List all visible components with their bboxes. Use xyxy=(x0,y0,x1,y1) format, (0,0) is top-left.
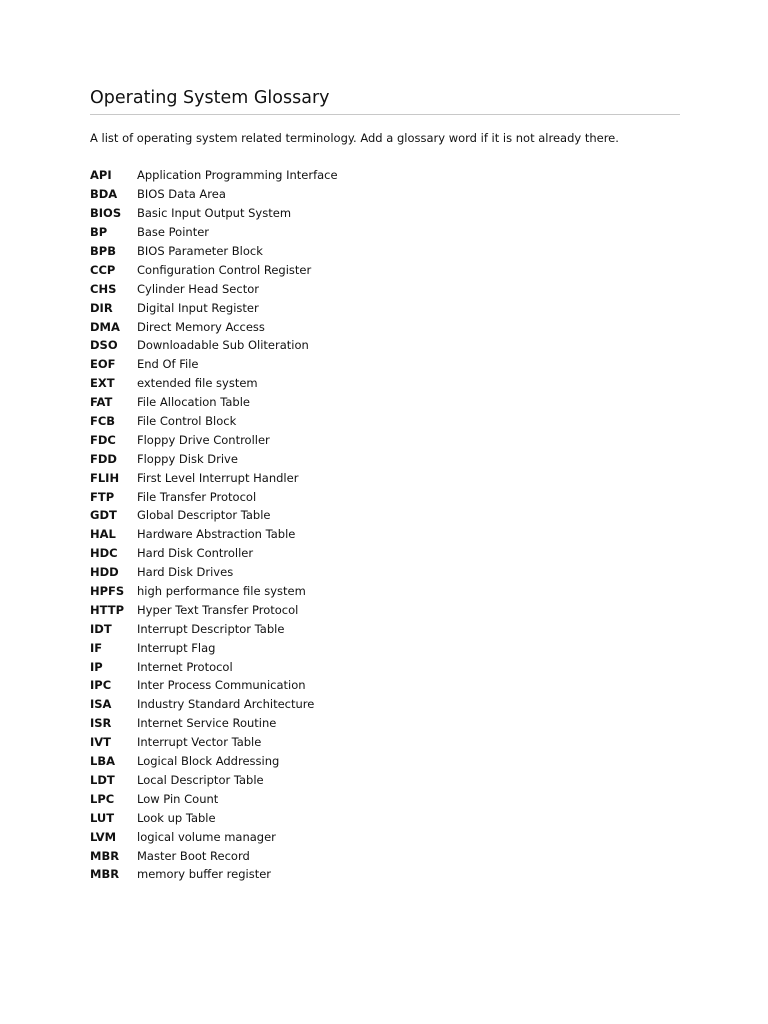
glossary-entry xyxy=(90,676,680,695)
glossary-entry xyxy=(90,638,680,657)
glossary-entry xyxy=(90,393,680,412)
glossary-list xyxy=(90,166,680,884)
glossary-term: FDD xyxy=(90,451,117,466)
glossary-definition: logical volume manager xyxy=(137,829,276,844)
glossary-definition: BIOS Data Area xyxy=(137,187,226,202)
glossary-definition: Interrupt Descriptor Table xyxy=(137,621,285,636)
glossary-definition: Application Programming Interface xyxy=(137,168,338,183)
glossary-term: HDC xyxy=(90,546,118,561)
glossary-term: IDT xyxy=(90,621,112,636)
glossary-term: ISA xyxy=(90,697,112,712)
intro-paragraph: A list of operating system related terminology. Add a glossary word if it is not already there. xyxy=(90,131,619,145)
glossary-term: LUT xyxy=(90,810,115,825)
glossary-term: LVM xyxy=(90,829,117,844)
glossary-definition: Hardware Abstraction Table xyxy=(137,527,296,542)
glossary-definition: Downloadable Sub Oliteration xyxy=(137,338,309,353)
glossary-entry xyxy=(90,544,680,563)
glossary-term: HDD xyxy=(90,565,119,580)
glossary-entry xyxy=(90,468,680,487)
glossary-entry xyxy=(90,279,680,298)
glossary-entry xyxy=(90,846,680,865)
glossary-entry xyxy=(90,204,680,223)
glossary-definition: Digital Input Register xyxy=(137,300,259,315)
glossary-definition: Inter Process Communication xyxy=(137,678,306,693)
glossary-term: LDT xyxy=(90,772,115,787)
glossary-definition: Hard Disk Controller xyxy=(137,546,254,561)
glossary-entry xyxy=(90,298,680,317)
glossary-definition: memory buffer register xyxy=(137,867,272,882)
glossary-term: DMA xyxy=(90,319,120,334)
glossary-term: HAL xyxy=(90,527,116,542)
glossary-term: FCB xyxy=(90,414,116,429)
glossary-term: FAT xyxy=(90,395,113,410)
glossary-term: BPB xyxy=(90,244,116,258)
glossary-definition: Hard Disk Drives xyxy=(137,565,234,580)
glossary-term: IP xyxy=(90,659,103,674)
glossary-entry xyxy=(90,223,680,242)
glossary-entry xyxy=(90,412,680,431)
glossary-term: LPC xyxy=(90,791,115,806)
glossary-entry xyxy=(90,789,680,808)
glossary-entry xyxy=(90,336,680,355)
glossary-entry xyxy=(90,166,680,185)
glossary-term: FTP xyxy=(90,489,115,504)
glossary-definition: Interrupt Flag xyxy=(137,640,216,655)
glossary-term: DIR xyxy=(90,300,113,315)
page-title: Operating System Glossary xyxy=(90,86,680,115)
glossary-entry xyxy=(90,619,680,638)
glossary-definition: extended file system xyxy=(137,376,258,391)
glossary-definition: Interrupt Vector Table xyxy=(137,735,262,750)
glossary-definition: File Control Block xyxy=(137,414,237,429)
glossary-entry xyxy=(90,582,680,601)
glossary-term: API xyxy=(90,168,112,183)
glossary-term: GDT xyxy=(90,508,117,523)
glossary-entry xyxy=(90,355,680,374)
glossary-definition: Low Pin Count xyxy=(137,791,219,806)
glossary-term: IVT xyxy=(90,735,112,750)
glossary-definition: Base Pointer xyxy=(137,225,210,240)
glossary-entry xyxy=(90,600,680,619)
glossary-entry xyxy=(90,657,680,676)
glossary-entry xyxy=(90,430,680,449)
glossary-term: HTTP xyxy=(90,602,125,617)
glossary-term: ISR xyxy=(90,716,112,731)
glossary-term: EXT xyxy=(90,376,115,391)
glossary-term: CHS xyxy=(90,281,117,296)
glossary-term: IF xyxy=(90,640,103,655)
glossary-definition: End Of File xyxy=(137,357,199,372)
glossary-definition: Logical Block Addressing xyxy=(137,754,280,769)
glossary-definition: Master Boot Record xyxy=(137,848,250,863)
glossary-definition: Internet Service Routine xyxy=(137,716,277,731)
glossary-term: BIOS xyxy=(90,206,122,221)
glossary-entry xyxy=(90,827,680,846)
glossary-definition: Hyper Text Transfer Protocol xyxy=(137,602,299,617)
glossary-term: MBR xyxy=(90,848,120,863)
glossary-entry xyxy=(90,317,680,336)
glossary-entry xyxy=(90,714,680,733)
glossary-entry xyxy=(90,487,680,506)
glossary-term: MBR xyxy=(90,867,120,882)
glossary-term: FLIH xyxy=(90,470,120,485)
glossary-term: EOF xyxy=(90,357,116,372)
glossary-entry xyxy=(90,449,680,468)
glossary-definition: File Allocation Table xyxy=(137,395,250,410)
glossary-term: CCP xyxy=(90,262,116,277)
glossary-entry xyxy=(90,695,680,714)
glossary-entry xyxy=(90,374,680,393)
glossary-definition: First Level Interrupt Handler xyxy=(137,470,299,485)
glossary-term: IPC xyxy=(90,678,112,693)
glossary-term: DSO xyxy=(90,338,118,353)
glossary-term: LBA xyxy=(90,754,115,769)
glossary-entry xyxy=(90,733,680,752)
glossary-term: FDC xyxy=(90,432,116,447)
glossary-definition: Floppy Drive Controller xyxy=(137,432,270,447)
glossary-entry xyxy=(90,865,680,884)
glossary-definition: Direct Memory Access xyxy=(137,319,265,334)
glossary-definition: BIOS Parameter Block xyxy=(137,244,263,258)
glossary-definition: Global Descriptor Table xyxy=(137,508,271,523)
glossary-definition: Floppy Disk Drive xyxy=(137,451,238,466)
glossary-term: BP xyxy=(90,225,108,240)
glossary-definition: Local Descriptor Table xyxy=(137,772,264,787)
glossary-entry xyxy=(90,525,680,544)
document-page xyxy=(90,86,680,900)
glossary-definition: Look up Table xyxy=(137,810,216,825)
glossary-term: HPFS xyxy=(90,584,125,599)
glossary-entry xyxy=(90,260,680,279)
glossary-entry xyxy=(90,752,680,771)
glossary-definition: Configuration Control Register xyxy=(137,262,312,277)
glossary-definition: Basic Input Output System xyxy=(137,206,292,221)
glossary-definition: high performance file system xyxy=(137,584,306,599)
glossary-entry xyxy=(90,563,680,582)
glossary-definition: Internet Protocol xyxy=(137,659,233,674)
glossary-entry xyxy=(90,808,680,827)
glossary-entry xyxy=(90,185,680,204)
glossary-entry xyxy=(90,771,680,790)
glossary-definition: Industry Standard Architecture xyxy=(137,697,315,712)
glossary-entry xyxy=(90,242,680,261)
glossary-definition: Cylinder Head Sector xyxy=(137,281,259,296)
glossary-entry xyxy=(90,506,680,525)
glossary-definition: File Transfer Protocol xyxy=(137,489,257,504)
glossary-term: BDA xyxy=(90,187,118,202)
